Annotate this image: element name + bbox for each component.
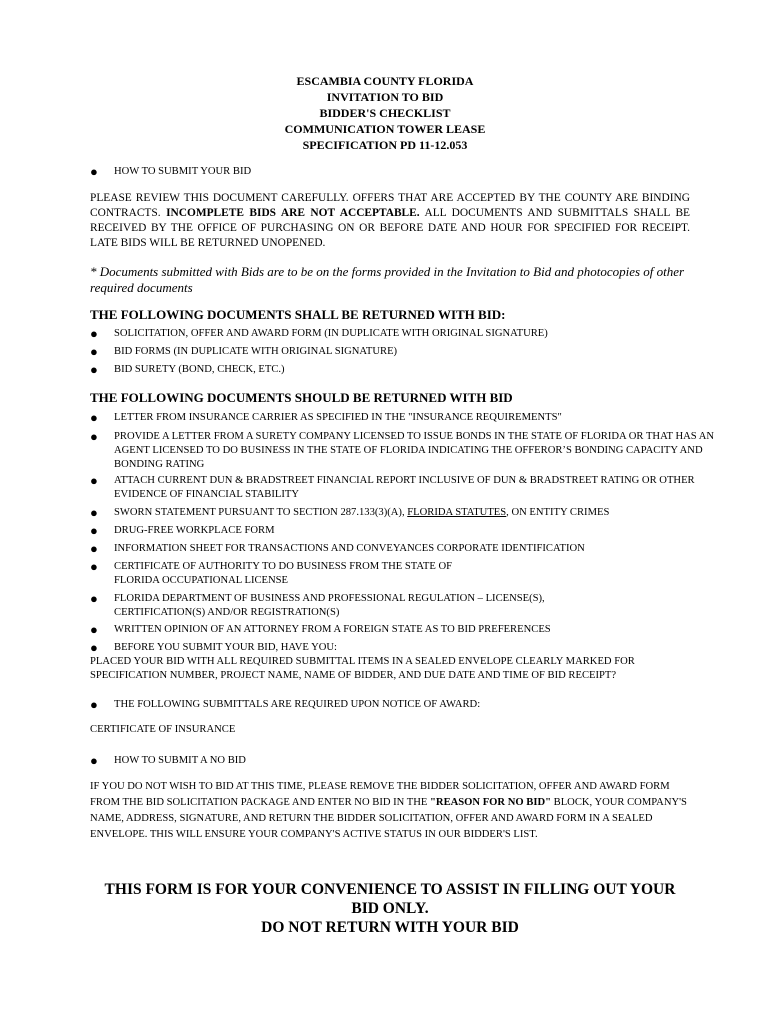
footer-line-1: THIS FORM IS FOR YOUR CONVENIENCE TO ASSIST IN FILLING OUT YOUR	[104, 881, 676, 898]
bullet-icon: ●	[90, 429, 98, 444]
list-item-text: ATTACH CURRENT DUN & BRADSTREET FINANCIAL REPORT INCLUSIVE OF DUN & BRADSTREET RATING OR OTHER EVIDENCE OF FINANCIAL STABILITY	[114, 475, 695, 500]
list-item-text: CERTIFICATE OF AUTHORITY TO DO BUSINESS FROM THE STATE OF FLORIDA OCCUPATIONAL LICENSE	[114, 561, 453, 586]
header-project: COMMUNICATION TOWER LEASE	[284, 122, 486, 136]
list-item-text: FLORIDA DEPARTMENT OF BUSINESS AND PROFESSIONAL REGULATION – LICENSE(S), CERTIFICATION(S) AND/OR REGISTRATION(S)	[114, 593, 545, 618]
list-item-text: INFORMATION SHEET FOR TRANSACTIONS AND CONVEYANCES CORPORATE IDENTIFICATION	[114, 543, 585, 554]
document-header	[0, 73, 770, 153]
certificate-of-insurance: CERTIFICATE OF INSURANCE	[90, 724, 236, 735]
no-bid-bullet-text: HOW TO SUBMIT A NO BID	[114, 755, 246, 766]
bullet-icon: ●	[90, 622, 98, 637]
header-county: ESCAMBIA COUNTY FLORIDA	[296, 74, 474, 88]
document-footer	[70, 880, 710, 937]
bullet-icon: ●	[90, 523, 98, 538]
bullet-icon: ●	[90, 753, 98, 768]
bullet-icon: ●	[90, 164, 98, 179]
statutes-reference: FLORIDA STATUTES	[407, 507, 507, 518]
footer-line-3: DO NOT RETURN WITH YOUR BID	[261, 919, 519, 936]
no-bid-text-1: IF YOU DO NOT WISH TO BID AT THIS TIME, PLEASE REMOVE THE BIDDER SOLICITATION, OFFER AND AWARD FORM FROM THE BID SOLICITATION PACKAGE AND ENTER NO BID IN THE	[90, 781, 670, 808]
bullet-icon: ●	[90, 541, 98, 556]
review-text-2: ALL DOCUMENTS AND SUBMITTALS SHALL BE RECEIVED BY THE OFFICE OF PURCHASING ON OR BEFORE DATE AND HOUR FOR SPECIFIED FOR RECEIPT. LATE BIDS WILL BE RETURNED UNOPENED.	[90, 207, 691, 249]
no-bid-text-2: BLOCK, YOUR COMPANY'S NAME, ADDRESS, SIGNATURE, AND RETURN THE BIDDER SOLICITATION, OFFER AND AWARD FORM IN A SEALED ENVELOPE. THIS WILL ENSURE YOUR COMPANY'S ACTIVE STATUS IN OUR BIDDER'S LIST.	[90, 797, 687, 840]
list-item-text: BID FORMS (IN DUPLICATE WITH ORIGINAL SIGNATURE)	[114, 346, 398, 357]
list-item-text: DRUG-FREE WORKPLACE FORM	[114, 525, 275, 536]
bullet-icon: ●	[90, 410, 98, 425]
bullet-icon: ●	[90, 326, 98, 341]
header-checklist: BIDDER'S CHECKLIST	[319, 106, 451, 120]
shall-heading: THE FOLLOWING DOCUMENTS SHALL BE RETURNED WITH BID:	[90, 307, 506, 322]
list-item-text: BID SURETY (BOND, CHECK, ETC.)	[114, 364, 285, 375]
bullet-icon: ●	[90, 344, 98, 359]
bullet-icon: ●	[90, 473, 98, 488]
list-item-text: WRITTEN OPINION OF AN ATTORNEY FROM A FOREIGN STATE AS TO BID PREFERENCES	[114, 624, 551, 635]
review-paragraph	[90, 191, 690, 251]
list-item-text: LETTER FROM INSURANCE CARRIER AS SPECIFIED IN THE "INSURANCE REQUIREMENTS"	[114, 412, 562, 423]
no-bid-paragraph	[90, 779, 688, 843]
bullet-icon: ●	[90, 559, 98, 574]
how-to-submit-text: HOW TO SUBMIT YOUR BID	[114, 166, 252, 177]
review-text-1: PLEASE REVIEW THIS DOCUMENT CAREFULLY. OFFERS THAT ARE ACCEPTED BY THE COUNTY ARE BINDING CONTRACTS.	[90, 192, 690, 219]
list-item-text: PROVIDE A LETTER FROM A SURETY COMPANY LICENSED TO ISSUE BONDS IN THE STATE OF FLORIDA OR THAT HAS AN AGENT LICENSED TO DO BUSINESS IN THE STATE OF FLORIDA INDICATING THE OFFEROR’S BONDING CAPACITY AND BONDING RATING	[114, 431, 715, 470]
list-item-text: BEFORE YOU SUBMIT YOUR BID, HAVE YOU:	[114, 642, 337, 653]
statement-text: SWORN STATEMENT PURSUANT TO SECTION 287.133(3)(A),	[114, 507, 405, 518]
review-warning: INCOMPLETE BIDS ARE NOT ACCEPTABLE.	[166, 207, 420, 219]
award-bullet-text: THE FOLLOWING SUBMITTALS ARE REQUIRED UPON NOTICE OF AWARD:	[114, 699, 481, 710]
bullet-icon: ●	[90, 640, 98, 655]
statement-text-end: , ON ENTITY CRIMES	[506, 507, 610, 518]
no-bid-reason-label: "REASON FOR NO BID"	[430, 797, 551, 808]
bullet-icon: ●	[90, 591, 98, 606]
placed-bid-question: PLACED YOUR BID WITH ALL REQUIRED SUBMITTAL ITEMS IN A SEALED ENVELOPE CLEARLY MARKED FOR SPECIFICATION NUMBER, PROJECT NAME, NAME OF BIDDER, AND DUE DATE AND TIME OF BID RECEIPT?	[90, 656, 635, 681]
bullet-icon: ●	[90, 697, 98, 712]
list-item-text: SOLICITATION, OFFER AND AWARD FORM (IN DUPLICATE WITH ORIGINAL SIGNATURE)	[114, 328, 548, 339]
documents-note: * Documents submitted with Bids are to be on the forms provided in the Invitation to Bid and photocopies of other required documents	[90, 264, 685, 295]
bullet-icon: ●	[90, 505, 98, 520]
should-heading: THE FOLLOWING DOCUMENTS SHOULD BE RETURNED WITH BID	[90, 390, 513, 405]
bullet-icon: ●	[90, 362, 98, 377]
list-item-text	[114, 506, 730, 520]
header-invitation: INVITATION TO BID	[326, 90, 444, 104]
footer-line-2: BID ONLY.	[351, 900, 429, 917]
header-specification: SPECIFICATION PD 11-12.053	[302, 138, 468, 152]
